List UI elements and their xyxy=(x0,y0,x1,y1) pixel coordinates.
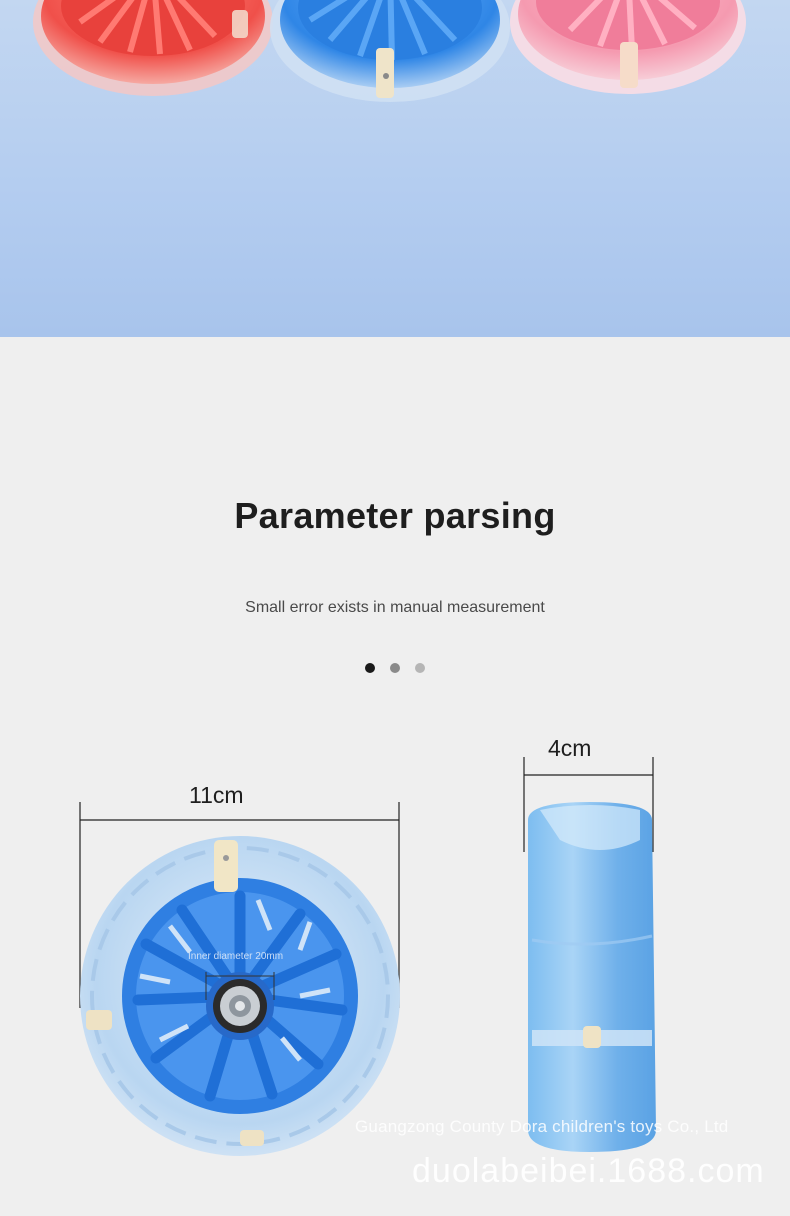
carousel-dot-3[interactable] xyxy=(415,663,425,673)
product-banner xyxy=(0,0,790,337)
wheel-front-icon xyxy=(80,836,400,1156)
pink-wheel-icon xyxy=(510,0,746,94)
carousel-dots xyxy=(364,663,428,675)
section-title: Parameter parsing xyxy=(234,495,556,536)
watermark-company: Guangzong County Dora children's toys Co., Ltd xyxy=(355,1117,729,1136)
width-label: 4cm xyxy=(548,735,592,761)
blue-wheel-icon xyxy=(270,0,510,102)
banner-wheels-image xyxy=(0,0,790,337)
wheel-side-icon xyxy=(528,802,656,1152)
section-subtitle: Small error exists in manual measurement xyxy=(245,599,545,616)
dimension-drawing xyxy=(0,700,790,1170)
carousel-dot-1[interactable] xyxy=(365,663,375,673)
diameter-label: 11cm xyxy=(189,782,244,808)
red-wheel-icon xyxy=(33,0,273,96)
inner-diameter-label: Inner diameter 20mm xyxy=(188,951,284,962)
watermark-domain: duolabeibei.1688.com xyxy=(412,1152,765,1190)
carousel-dot-2[interactable] xyxy=(390,663,400,673)
